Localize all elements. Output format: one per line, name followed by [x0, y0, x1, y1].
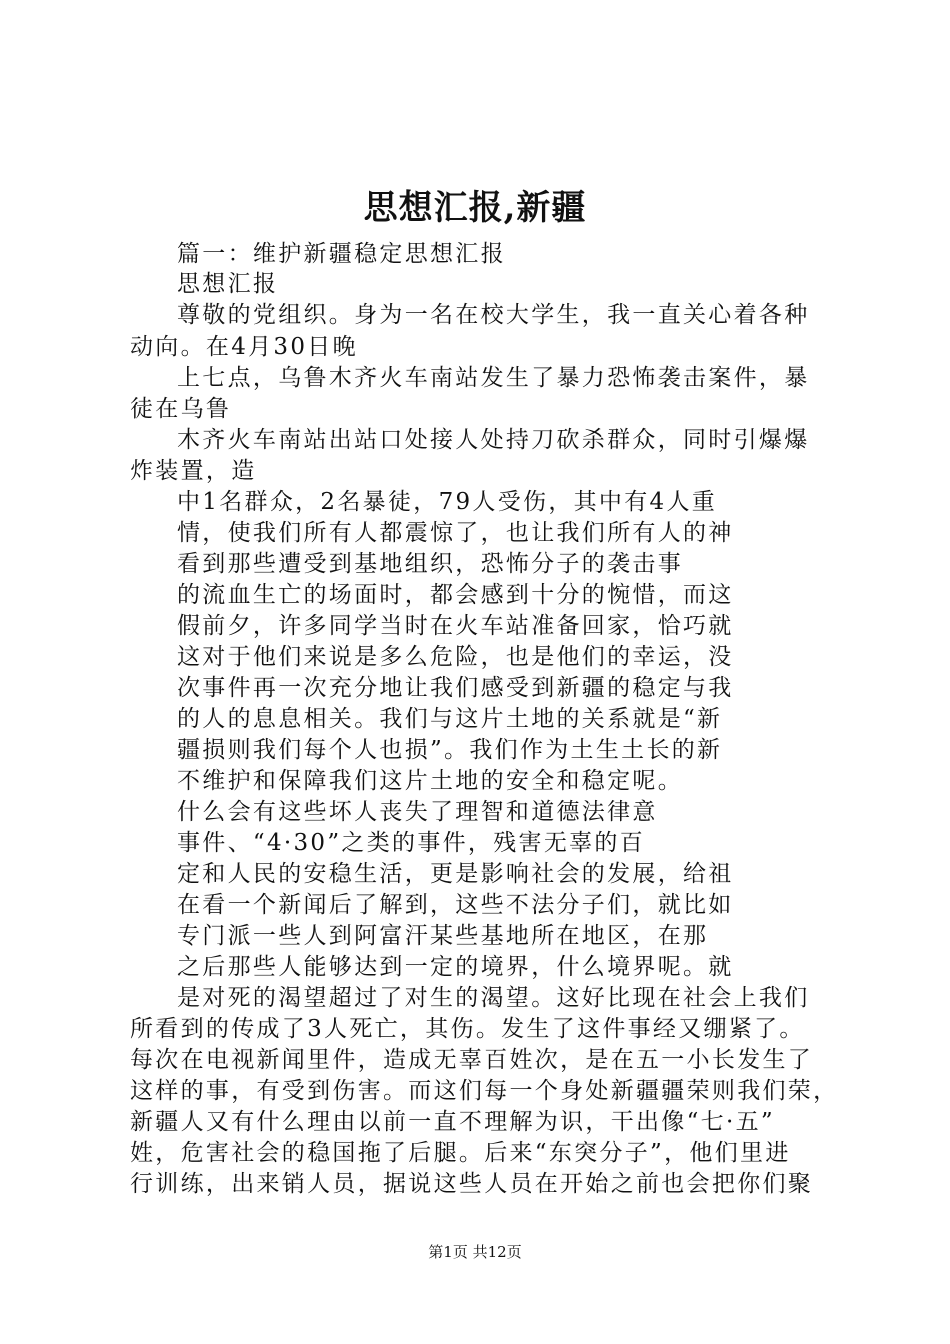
body-line: 炸装置，造 [130, 458, 257, 484]
body-line: 假前夕，许多同学当时在火车站准备回家，恰巧就 [177, 613, 734, 639]
body-line: 动向。在4月30日晚 [130, 334, 358, 360]
body-line: 的流血生亡的场面时，都会感到十分的惋惜，而这 [177, 582, 734, 608]
body-line: 次事件再一次充分地让我们感受到新疆的稳定与我 [177, 675, 734, 701]
body-line: 尊敬的党组织。身为一名在校大学生，我一直关心着各种 [177, 302, 810, 328]
body-line: 在看一个新闻后了解到，这些不法分子们，就比如 [177, 892, 734, 918]
body-line: 什么会有这些坏人丧失了理智和道德法律意 [177, 799, 658, 825]
body-line: 每次在电视新闻里件，造成无辜百姓次，是在五一小长发生了 [130, 1047, 814, 1073]
body-line: 之后那些人能够达到一定的境界，什么境界呢。就 [177, 954, 734, 980]
body-line: 木齐火车南站出站口处接人处持刀砍杀群众，同时引爆爆 [177, 427, 810, 453]
body-line: 不维护和保障我们这片土地的安全和稳定呢。 [177, 768, 683, 794]
body-line: 思想汇报 [177, 271, 279, 297]
body-line: 这对于他们来说是多么危险，也是他们的幸运，没 [177, 644, 734, 670]
body-line: 定和人民的安稳生活，更是影响社会的发展，给祖 [177, 861, 734, 887]
body-line: 疆损则我们每个人也损”。我们作为土生土长的新 [177, 737, 723, 763]
body-line: 专门派一些人到阿富汗某些基地所在地区，在那 [177, 923, 709, 949]
body-line: 上七点，乌鲁木齐火车南站发生了暴力恐怖袭击案件，暴 [177, 365, 810, 391]
body-line: 这样的事，有受到伤害。而这们每一个身处新疆疆荣则我们荣， [130, 1078, 839, 1104]
page-number: 第1页 共12页 [428, 1243, 522, 1261]
document-title: 思想汇报,新疆 [363, 188, 587, 228]
body-line: 篇一：维护新疆稳定思想汇报 [177, 241, 506, 267]
body-line: 新疆人又有什么理由以前一直不理解为识，干出像“七·五” [130, 1109, 775, 1135]
body-line: 是对死的渴望超过了对生的渴望。这好比现在社会上我们 [177, 985, 810, 1011]
body-line: 姓，危害社会的稳国拖了后腿。后来“东突分子”，他们里进 [130, 1140, 791, 1166]
body-line: 行训练，出来销人员，据说这些人员在开始之前也会把你们聚 [130, 1171, 814, 1197]
body-line: 事件、“4·30”之类的事件，残害无辜的百 [177, 830, 646, 856]
body-line: 的人的息息相关。我们与这片土地的关系就是“新 [177, 706, 723, 732]
body-line: 看到那些遭受到基地组织，恐怖分子的袭击事 [177, 551, 683, 577]
body-line: 中1名群众，2名暴徒，79人受伤，其中有4人重 [177, 489, 718, 515]
body-line: 所看到的传成了3人死亡，其伤。发生了这件事经又绷紧了。 [130, 1016, 805, 1042]
body-line: 徒在乌鲁 [130, 396, 232, 422]
body-line: 情，使我们所有人都震惊了，也让我们所有人的神 [177, 520, 734, 546]
